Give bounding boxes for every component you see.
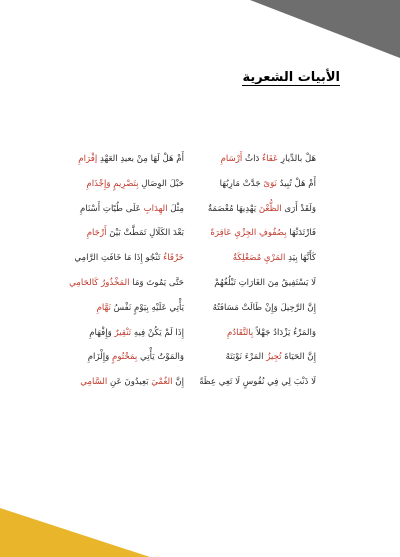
verse-text: مِثْلَ [167,203,184,214]
highlighted-word: عَفَاءٌ [262,154,279,164]
verse-first-hemistich [226,350,316,364]
verse-first-hemistich [227,326,316,340]
verse-row [0,226,400,240]
verse-text: يَأْتِي عَلَيْهِ بِيَوْمٍ نَفْسُ [110,302,184,313]
verse-text: وَإِلْزَامِ [87,352,113,363]
verse-second-hemistich [86,177,184,191]
highlighted-word: المَخْذُورُ كَالحَامِي [69,278,130,288]
verse-row [0,202,400,216]
verse-second-hemistich [88,350,184,364]
highlighted-word: تُجِيزُ [266,352,282,363]
highlighted-word: الغُمْيَ [151,377,173,388]
highlighted-word: الهِدَابِ [143,203,168,214]
highlighted-word: بِالتَّقَادُمِ [226,327,254,338]
verse-row [0,177,400,191]
highlighted-word: أَرْسَامِ [220,154,243,164]
highlighted-word: السَّامِي [80,377,108,388]
verse-second-hemistich [69,276,184,290]
verse-text: بَعْدَ الكَلَالِ تَمَطَّتْ بَيْنَ [106,228,184,239]
highlighted-word: بِصُفُوفِ الجِزْيِ عَاقِرَةً [210,228,287,239]
verse-text: هَلْ بالدِّيارِ [278,154,316,164]
verse-second-hemistich [97,301,184,315]
verse-first-hemistich [208,202,316,216]
highlighted-word: أَرْجَامِ [86,228,107,239]
highlighted-word: تَنْقِيرٌ [114,327,132,338]
verse-text: المَرْءَ نَوْبَتَهُ [225,352,267,363]
verse-first-hemistich [233,251,316,265]
verse-text: إِذَا لَمْ يَكُنْ فِيهِ [131,327,184,338]
verse-text: حَتَّى يَمُوتَ وَمَا [129,278,184,288]
verse-second-hemistich [78,152,184,166]
verse-first-hemistich [221,152,316,166]
verse-second-hemistich [87,226,184,240]
verse-text: بَعِيدُونَ عَنِ [107,377,152,388]
verse-text: لَا يَسْتَفِيقُ مِنَ الغَارَاتِ تَبْلُغُهُمْ [214,278,316,288]
verse-text: يَهْدِيهَا مُعْصَمَةٌ [207,203,259,214]
verse-row [0,301,400,315]
verse-first-hemistich [213,301,316,315]
verse-text: عَلَى طُيّاتِ أَسْنَامِ [80,203,144,214]
verse-text: لَا ذَنْبَ لِي فِي نُفُوسٍ لَا تَعِي عِظَةً [199,377,316,388]
verse-row [0,326,400,340]
verse-row [0,152,400,166]
verse-text: دَاثُ [242,154,263,164]
verse-text: وَالمَرْءُ يَزْدَادُ جَهْلاً [253,327,316,338]
highlighted-word: خَرْقَاءُ [163,253,184,264]
verse-text: وَالمَوْتُ يَأْتِي [137,352,184,363]
verse-first-hemistich [220,177,316,191]
verse-text: إِنَّ [172,377,184,388]
highlighted-word: نَهَّامِ [96,302,111,313]
verse-text: فَارْتَدَتْهَا [286,228,316,239]
verse-row [0,251,400,265]
page-title: الأبيات الشعرية [242,70,340,85]
verse-text: إِنَّ الرَّحِيلَ وَإِنْ طَالَتْ مَسَافَتُهُ [212,302,316,313]
highlighted-word: بِتَصْرِيمٍ وَإِجْذَامِ [86,178,139,189]
verse-row [0,375,400,389]
verse-row [0,350,400,364]
verse-text: إِنَّ الحَيَاةَ [281,352,316,363]
verse-second-hemistich [80,375,184,389]
verse-second-hemistich [89,326,184,340]
verse-first-hemistich [210,226,316,240]
highlighted-word: المَرْيِ مُصَعْلِكَةٌ [232,253,286,264]
verse-first-hemistich [199,375,316,389]
verse-text: جَدَّتْ مَارِبُهَا [219,178,264,189]
verse-second-hemistich [80,202,184,216]
verse-text: أَمْ هَلْ تُبِيدُ [276,178,316,189]
verse-first-hemistich [214,276,316,290]
highlighted-word: نَوَىً [263,178,277,189]
verse-row [0,276,400,290]
highlighted-word: الظُّعْنَ [258,203,282,214]
verse-text: أَمْ هَلْ لَهَا مِنْ بعيدِ العَهْدِ [97,154,184,164]
verse-text: تَنْجُو إِذَا مَا خَافَتِ الرَّامِي [74,253,164,264]
highlighted-word: إقْرَامِ [78,154,98,164]
verse-second-hemistich [74,251,184,265]
verse-text: وَلَقَدْ أَرَى [281,203,316,214]
verse-text: حَبْلَ الوِصَالِ [138,178,184,189]
highlighted-word: بِمَحْتُومٍ [112,352,138,363]
verse-text: كَأَنَّهَا بِيَدِ [285,253,316,264]
verse-text: وَإِفْهَامِ [89,327,115,338]
